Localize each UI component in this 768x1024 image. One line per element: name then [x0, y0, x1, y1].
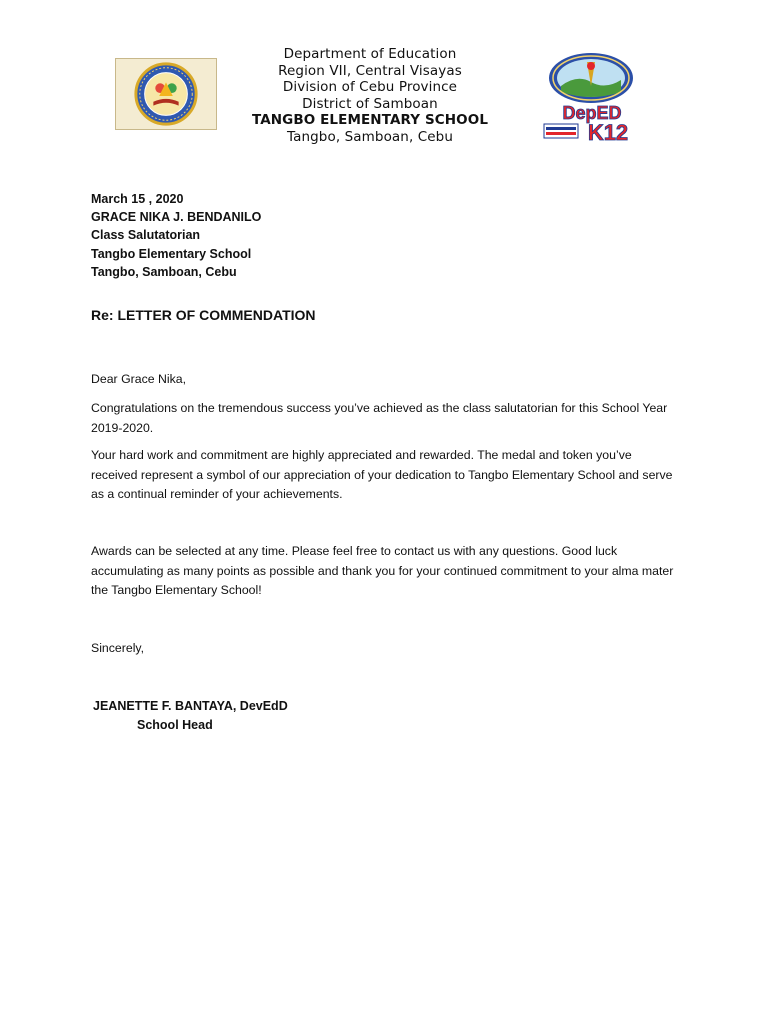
school-name: TANGBO ELEMENTARY SCHOOL	[251, 112, 489, 128]
letterhead-line: Region VII, Central Visayas	[278, 62, 462, 79]
letterhead-line: Division of Cebu Province	[282, 79, 458, 95]
addressee-block	[91, 190, 261, 281]
deped-k12-logo	[538, 102, 646, 142]
subject-line: Re: LETTER OF COMMENDATION	[91, 307, 316, 323]
letterhead-line: District of Samboan	[302, 95, 438, 112]
province-seal	[547, 52, 635, 104]
letterhead-text	[230, 46, 510, 145]
signer-name: JEANETTE F. BANTAYA, DevEdD	[93, 699, 288, 713]
school-address: Tangbo, Samboan, Cebu	[286, 128, 453, 145]
recipient-name: GRACE NIKA J. BENDANILO	[91, 210, 262, 225]
salutation: Dear Grace Nika,	[91, 372, 186, 386]
recipient-school: Tangbo Elementary School	[91, 246, 252, 261]
signature-block	[93, 697, 288, 735]
letterhead-line: Department of Education	[283, 46, 457, 62]
body-paragraph: Awards can be selected at any time. Please feel free to contact us with any questions. Good luck accumulating as many points as possible and thank you for your continued commitment to your alma mater the Tangbo Elementary School!	[91, 544, 674, 597]
school-logo	[115, 58, 217, 130]
signer-role: School Head	[137, 718, 213, 732]
letter-date: March 15 , 2020	[91, 192, 184, 206]
recipient-address: Tangbo, Samboan, Cebu	[91, 264, 237, 279]
body-paragraph: Your hard work and commitment are highly appreciated and rewarded. The medal and token you’ve received represent a symbol of our appreciation of your dedication to Tangbo Elementary School and serve as a continual reminder of your achievements.	[91, 448, 673, 501]
body-paragraph: Congratulations on the tremendous success you’ve achieved as the class salutatorian for this School Year 2019-2020.	[91, 401, 668, 435]
letterhead	[0, 0, 768, 150]
recipient-title: Class Salutatorian	[91, 228, 201, 243]
deped-logo-text: DepED	[562, 103, 622, 123]
closing: Sincerely,	[91, 641, 145, 655]
k12-logo-text: K12	[587, 120, 629, 142]
